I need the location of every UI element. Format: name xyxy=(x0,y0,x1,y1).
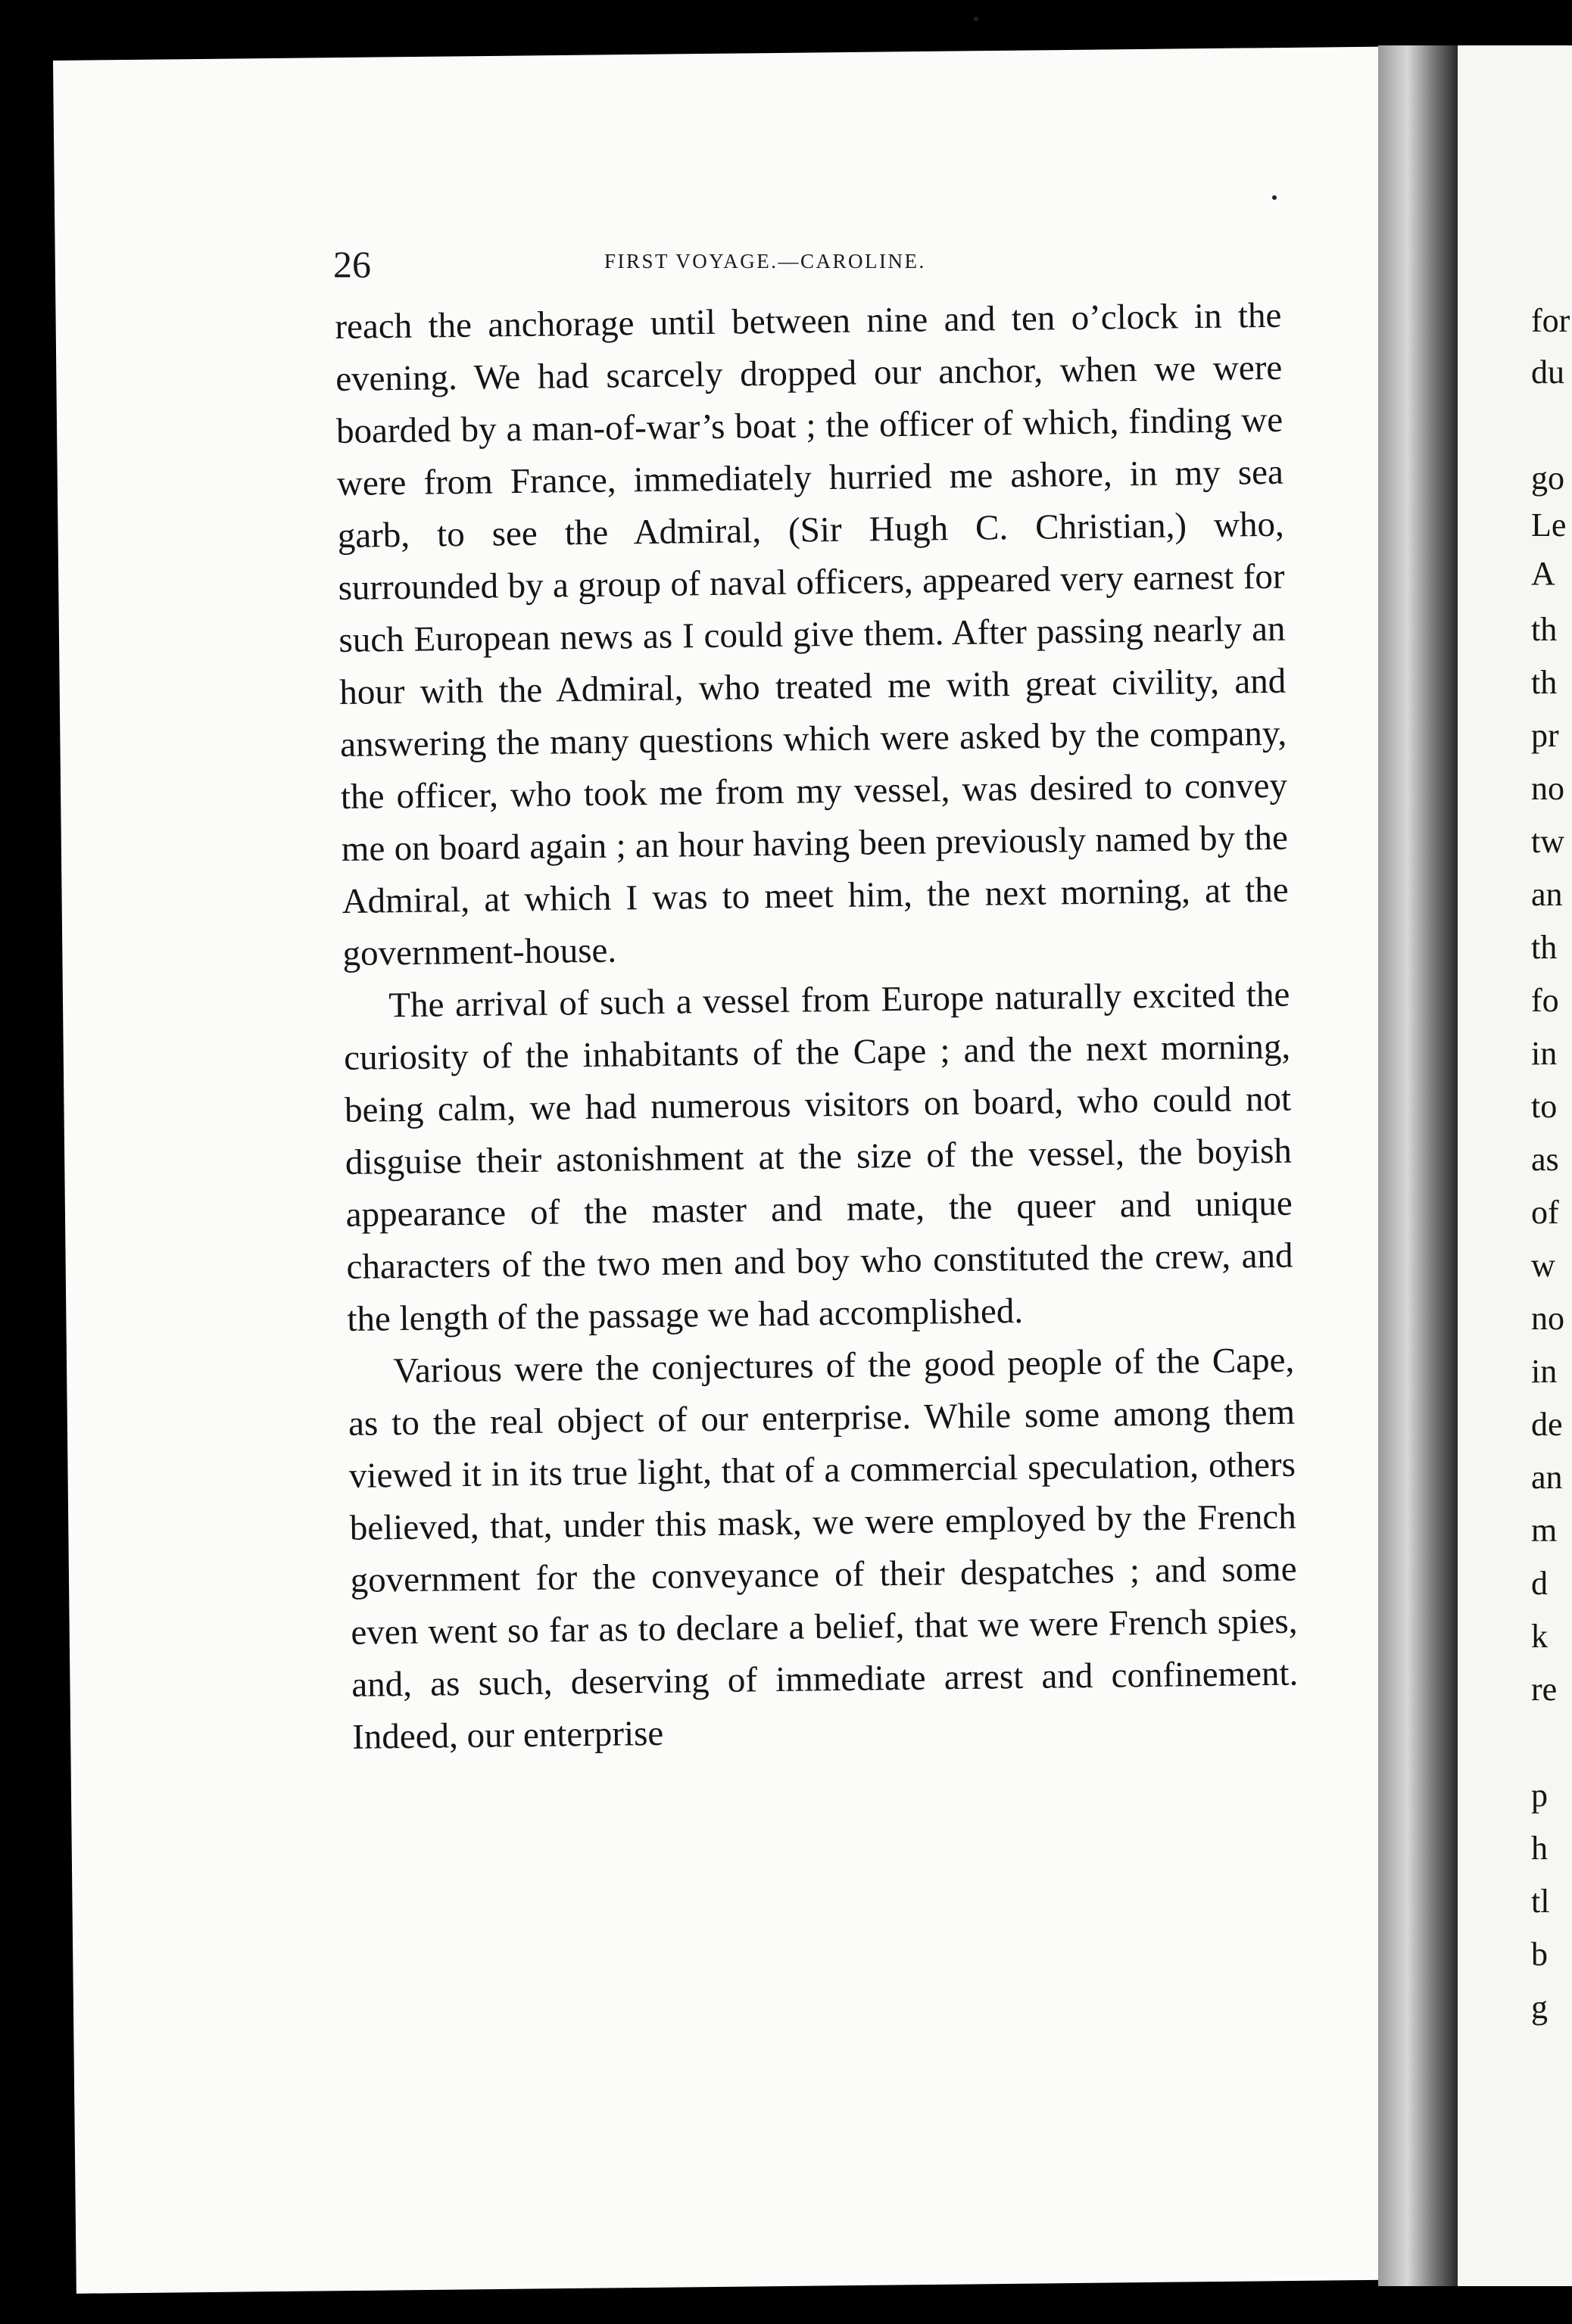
facing-page-line: tw xyxy=(1531,823,1564,860)
running-head: FIRST VOYAGE.—CAROLINE. xyxy=(604,250,926,273)
facing-page-line: de xyxy=(1531,1406,1563,1443)
facing-page-line: du xyxy=(1531,354,1564,391)
page-number: 26 xyxy=(333,243,371,285)
facing-page-line: no xyxy=(1531,770,1564,807)
facing-page-line: th xyxy=(1531,611,1558,648)
facing-page-line: A xyxy=(1531,555,1555,592)
facing-page-line: w xyxy=(1531,1247,1555,1284)
paragraph: Various were the conjectures of the good people of the Cape, as to the real object of our enterprise. While some among them viewed it in its true light, that of a commercial speculation, others believed, that, under this mask, we were employed by the French government for the conveyance of their despatches ; and some even went so far as to declare a belief, that we were French spies, and, as such, deserving of immediate arrest and confinement. Indeed, our enterprise xyxy=(348,1340,1299,1757)
facing-page-line: Le xyxy=(1531,506,1567,544)
facing-page-line: b xyxy=(1531,1936,1548,1973)
facing-page-line: as xyxy=(1531,1141,1559,1178)
facing-page-line: h xyxy=(1531,1830,1548,1867)
facing-page-line: d xyxy=(1531,1565,1548,1602)
facing-page-line: tl xyxy=(1531,1883,1550,1920)
paragraph: The arrival of such a vessel from Europe naturally excited the curiosity of the inhabitants of the Cape ; and the next morning, being calm, we had numerous visitors on board, who could not disguise their astonishment at the size of the vessel, the boyish appearance of the master and mate, the queer and unique characters of the two men and boy who constituted the crew, and the length of the passage we had accomplished. xyxy=(343,974,1293,1339)
facing-page-line: fo xyxy=(1531,982,1559,1019)
facing-page-line: th xyxy=(1531,664,1558,701)
facing-page-line: re xyxy=(1531,1671,1558,1708)
facing-page-line: an xyxy=(1531,1459,1563,1496)
dust-speck xyxy=(974,17,978,21)
facing-page-line: go xyxy=(1531,460,1564,497)
facing-page-line: k xyxy=(1531,1618,1548,1655)
facing-page-line: for xyxy=(1531,302,1570,339)
facing-page-line: in xyxy=(1531,1353,1558,1390)
facing-page-line: m xyxy=(1531,1512,1558,1549)
facing-page-line: in xyxy=(1531,1035,1558,1072)
facing-page-line: no xyxy=(1531,1300,1564,1337)
book-gutter xyxy=(1378,45,1461,2286)
facing-page-line: th xyxy=(1531,929,1558,966)
paragraph: reach the anchorage until between nine and ten o’clock in the evening. We had scarcely dropped our anchor, when we were boarded by a man-of-war’s boat ; the officer of which, finding we were from France, immediately hurried me ashore, in my sea garb, to see the Admiral, (Sir Hugh C. Christian,) who, surrounded by a group of naval officers, appeared very earnest for such European news as I could give them. After passing nearly an hour with the Admiral, who treated me with great civility, and answering the many questions which were asked by the company, the officer, who took me from my vessel, was desired to convey me on board again ; an hour having been previously named by the Admiral, at which I was to meet him, the next morning, at the government-house. xyxy=(335,295,1289,974)
dust-speck xyxy=(1272,195,1277,200)
facing-page-line: to xyxy=(1531,1088,1558,1125)
facing-page-line: g xyxy=(1531,1989,1548,2026)
facing-page-line: of xyxy=(1531,1194,1559,1231)
facing-page-line: pr xyxy=(1531,717,1559,754)
facing-page-line: an xyxy=(1531,876,1563,913)
body-text xyxy=(335,290,1299,1764)
facing-page-line: p xyxy=(1531,1777,1548,1814)
